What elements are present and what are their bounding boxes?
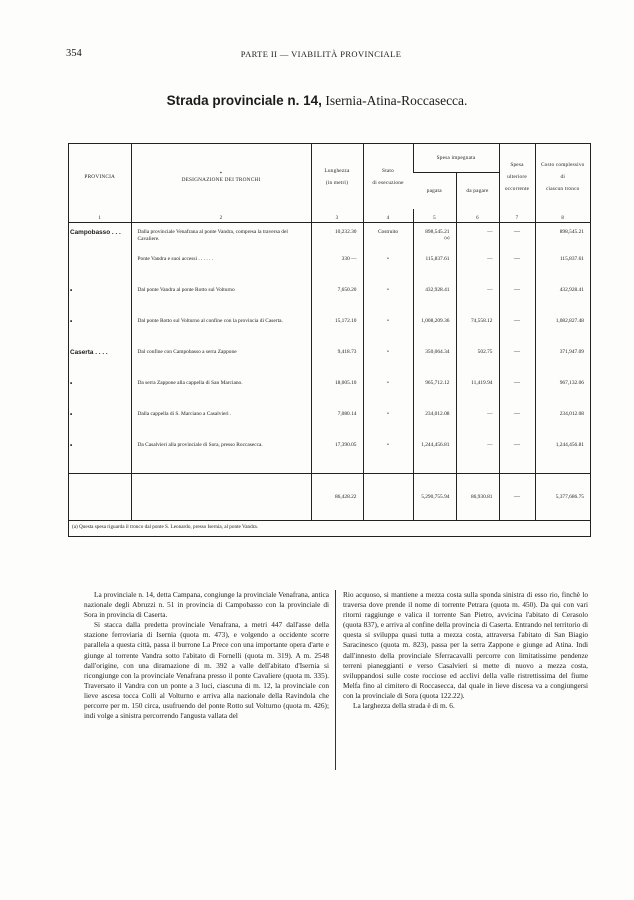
cell-ulteriore: — <box>499 223 535 257</box>
cell-pagata <box>413 380 456 411</box>
footnote-marker: (a) <box>444 235 450 240</box>
title-road-number: Strada provinciale n. 14, <box>166 93 322 108</box>
cell-costo: 898,545.21 <box>535 223 590 257</box>
cell-provincia: • <box>70 442 73 449</box>
cell-da-pagare: 502.75 <box>456 349 499 380</box>
header-da-pagare: da pagare <box>456 173 499 210</box>
cell-da-pagare: 74,558.12 <box>456 318 499 349</box>
cell-lunghezza: 9,418.73 <box>311 349 363 380</box>
cell-tronco: Dal confine con Campobasso a serra Zappone <box>131 349 311 380</box>
header-pagata: pagata <box>426 188 442 194</box>
table-row <box>69 380 590 411</box>
cell-tronco: Dalla cappella di S. Marciano a Casalvieri . <box>131 411 311 442</box>
cell-lunghezza: 7,080.14 <box>311 411 363 442</box>
cell-ulteriore: — <box>499 380 535 411</box>
col-number: 4 <box>363 209 413 223</box>
cell-pagata <box>413 349 456 380</box>
cell-stato: • <box>363 411 413 442</box>
cell-costo: 967,132.06 <box>535 380 590 411</box>
cell-provincia: • <box>70 318 73 325</box>
cell-costo: 371,947.09 <box>535 349 590 380</box>
cell-provincia: • <box>70 287 73 294</box>
paragraph: Rio acquoso, si mantiene a mezza costa sulla sponda sinistra di esso rio, finchè lo traversa dove prende il nome di torrente Petrara (quota m. 450). Da qui con vari ritorni raggiunge e valica il torrente San Pietro, avvicina l'abitato di Cerasolo (quota 837), e arriva al confine della provincia di Caserta. Entrando nel territorio di questa si sviluppa quasi tutta a mezza costa, attraversa l'abitato di San Biagio Saracinesco (quota m. 823), passa per la serra Zappone e giunge ad Atina. Indi dall'innesto della provinciale Sferracavalli percorre con limitatissime pendenze terreni pianeggianti e verso Casalvieri si mette di nuovo a mezza costa, sviluppandosi sulle coste rocciose ed acclivi della valle ristrettissima del fiume Melfa fino al cimitero di Roccasecca, dal quale in lieve discesa va a congiungersi con la provinciale di Sora (quota 122.22). <box>343 590 588 700</box>
paragraph: Si stacca dalla predetta provinciale Venafrana, a metri 447 dall'asse della stazione ferroviaria di Isernia (quota m. 473), e volgendo a occidente scorre parallela a questa città, passa il burrone La Prece con una importante opera d'arte e giunge al torrente Vandra sotto l'abitato di Fornelli (quota m. 319). A m. 2548 dall'origine, con una diramazione di m. 392 a valle dell'abitato d'Isernia si ricongiunge con la provinciale Venafrana presso il ponte Cavaliere (quota m. 335). Traversato il Vandra con un ponte a 3 luci, ciascuna di m. 12, la provinciale con lieve ascesa tocca Colli al Volturno e arriva alla nazionale della Ravindola che percorre per m. 150 circa, usufruendo del ponte Rotto sul Volturno (quota m. 426); indi volge a sinistra percorrendo l'angusta vallata del <box>84 620 329 721</box>
cell-lunghezza: 15,172.10 <box>311 318 363 349</box>
cell-costo: 1,244,456.81 <box>535 442 590 474</box>
cell-costo: 1,082,827.48 <box>535 318 590 349</box>
header-provincia: PROVINCIA <box>84 173 116 180</box>
cell-stato: Costruito <box>363 223 413 257</box>
col-number: 5 <box>413 209 456 223</box>
pagata-value: 234,012.08 <box>425 411 450 417</box>
cell-pagata <box>413 442 456 474</box>
column-divider <box>335 590 336 770</box>
cell-ulteriore: — <box>499 318 535 349</box>
header-spesa-impegnata: Spesa impegnata <box>413 144 499 173</box>
table-row <box>69 442 590 474</box>
total-lunghezza: 86,428.22 <box>311 474 363 521</box>
page-header <box>66 48 576 62</box>
cell-pagata <box>413 223 456 257</box>
cell-provincia: • <box>70 411 73 418</box>
cell-ulteriore: — <box>499 256 535 287</box>
cell-ulteriore: — <box>499 349 535 380</box>
table-row <box>69 287 590 318</box>
cell-stato: • <box>363 349 413 380</box>
cell-da-pagare: 11,419.94 <box>456 380 499 411</box>
table-row <box>69 411 590 442</box>
cell-empty <box>131 474 311 521</box>
total-ulteriore: — <box>499 474 535 521</box>
cell-ulteriore: — <box>499 287 535 318</box>
cell-costo: 234,012.08 <box>535 411 590 442</box>
cell-da-pagare: — <box>456 223 499 257</box>
cell-tronco: Ponte Vandra e suoi accessi . . . . . . <box>131 256 311 287</box>
col-number: 6 <box>456 209 499 223</box>
cell-stato: • <box>363 380 413 411</box>
pagata-value: 965,712.12 <box>425 380 450 386</box>
cell-lunghezza: 18,005.10 <box>311 380 363 411</box>
cell-lunghezza: 330 — <box>311 256 363 287</box>
total-da-pagare: 86,930.81 <box>456 474 499 521</box>
page-title <box>0 93 634 110</box>
cell-provincia: • <box>70 380 73 387</box>
cell-da-pagare: — <box>456 442 499 474</box>
pagata-value: 115,837.61 <box>425 256 450 262</box>
col-number: 2 <box>131 209 311 223</box>
cell-da-pagare: — <box>456 287 499 318</box>
cell-pagata <box>413 318 456 349</box>
cell-empty <box>363 474 413 521</box>
paragraph: La provinciale n. 14, detta Campana, congiunge la provinciale Venafrana, antica nazionale degli Abruzzi n. 51 in provincia di Campobasso con la provinciale di Sora in provincia di Caserta. <box>84 590 329 620</box>
total-costo: 5,377,686.75 <box>535 474 590 521</box>
col-number: 3 <box>311 209 363 223</box>
cell-pagata <box>413 256 456 287</box>
cell-tronco: Da Casalvieri alla provinciale di Sora, presso Roccasecca. <box>131 442 311 474</box>
cell-empty <box>69 474 131 521</box>
cell-pagata <box>413 411 456 442</box>
text-column-left <box>84 590 329 721</box>
cell-provincia <box>69 256 131 287</box>
header-costo-complessivo: Costo complessivo di ciascun tronco <box>535 144 590 209</box>
table-footnote: (a) Questa spesa riguarda il tronco dal ponte S. Leonardo, presso Isernia, al ponte Vandra. <box>69 520 590 536</box>
pagata-value: 1,244,456.81 <box>421 442 450 448</box>
col-number: 1 <box>69 209 131 223</box>
title-route: Isernia-Atina-Roccasecca. <box>325 93 468 108</box>
cell-ulteriore: — <box>499 442 535 474</box>
pagata-value: 898,545.21 <box>425 229 450 235</box>
cell-lunghezza: 7,650.20 <box>311 287 363 318</box>
pagata-value: 432,928.41 <box>425 287 450 293</box>
col-number: 7 <box>499 209 535 223</box>
cell-costo: 115,837.61 <box>535 256 590 287</box>
cell-provincia: Campobasso . . . <box>70 229 121 236</box>
header-spesa-ulteriore: Spesa ulteriore occorrente <box>499 144 535 209</box>
cell-costo: 432,928.41 <box>535 287 590 318</box>
paragraph: La larghezza della strada è di m. 6. <box>353 701 455 711</box>
expenditure-table <box>68 143 591 537</box>
table-row <box>69 223 590 257</box>
pagata-value: 350,064.34 <box>425 349 450 355</box>
cell-stato: • <box>363 442 413 474</box>
cell-lunghezza: 10,232.30 <box>311 223 363 257</box>
cell-ulteriore: — <box>499 411 535 442</box>
cell-da-pagare: — <box>456 256 499 287</box>
header-stato: Stato di esecuzione <box>363 144 413 209</box>
pagata-value: 1,008,209.36 <box>421 318 450 324</box>
cell-stato: • <box>363 318 413 349</box>
running-head: PARTE II — VIABILITÀ PROVINCIALE <box>240 49 402 59</box>
total-pagata: 5,290,755.94 <box>413 474 456 521</box>
cell-stato: • <box>363 287 413 318</box>
cell-tronco: Dal ponte Rotto sul Volturno al confine con la provincia di Caserta. <box>131 318 311 349</box>
cell-tronco: Da serra Zappone alla cappella di San Marciano. <box>131 380 311 411</box>
cell-stato: • <box>363 256 413 287</box>
cell-provincia: Caserta . . . . <box>70 349 108 356</box>
cell-tronco: Dal ponte Vandra al ponte Rotto sul Volturno <box>131 287 311 318</box>
totals-row <box>69 474 590 521</box>
table-row <box>69 349 590 380</box>
text-column-right <box>343 590 588 711</box>
cell-tronco: Dalla provinciale Venafrana al ponte Vandra, compresa la traversa del Cavaliere. <box>131 223 311 257</box>
page-number: 354 <box>66 48 82 59</box>
header-designazione: * DESIGNAZIONE DEI TRONCHI <box>131 144 311 209</box>
cell-lunghezza: 17,390.05 <box>311 442 363 474</box>
header-asterisk: * <box>219 170 223 177</box>
header-lunghezza: Lunghezza (in metri) <box>311 144 363 209</box>
cell-da-pagare: — <box>456 411 499 442</box>
table-row <box>69 256 590 287</box>
col-number: 8 <box>535 209 590 223</box>
table-row <box>69 318 590 349</box>
cell-pagata <box>413 287 456 318</box>
